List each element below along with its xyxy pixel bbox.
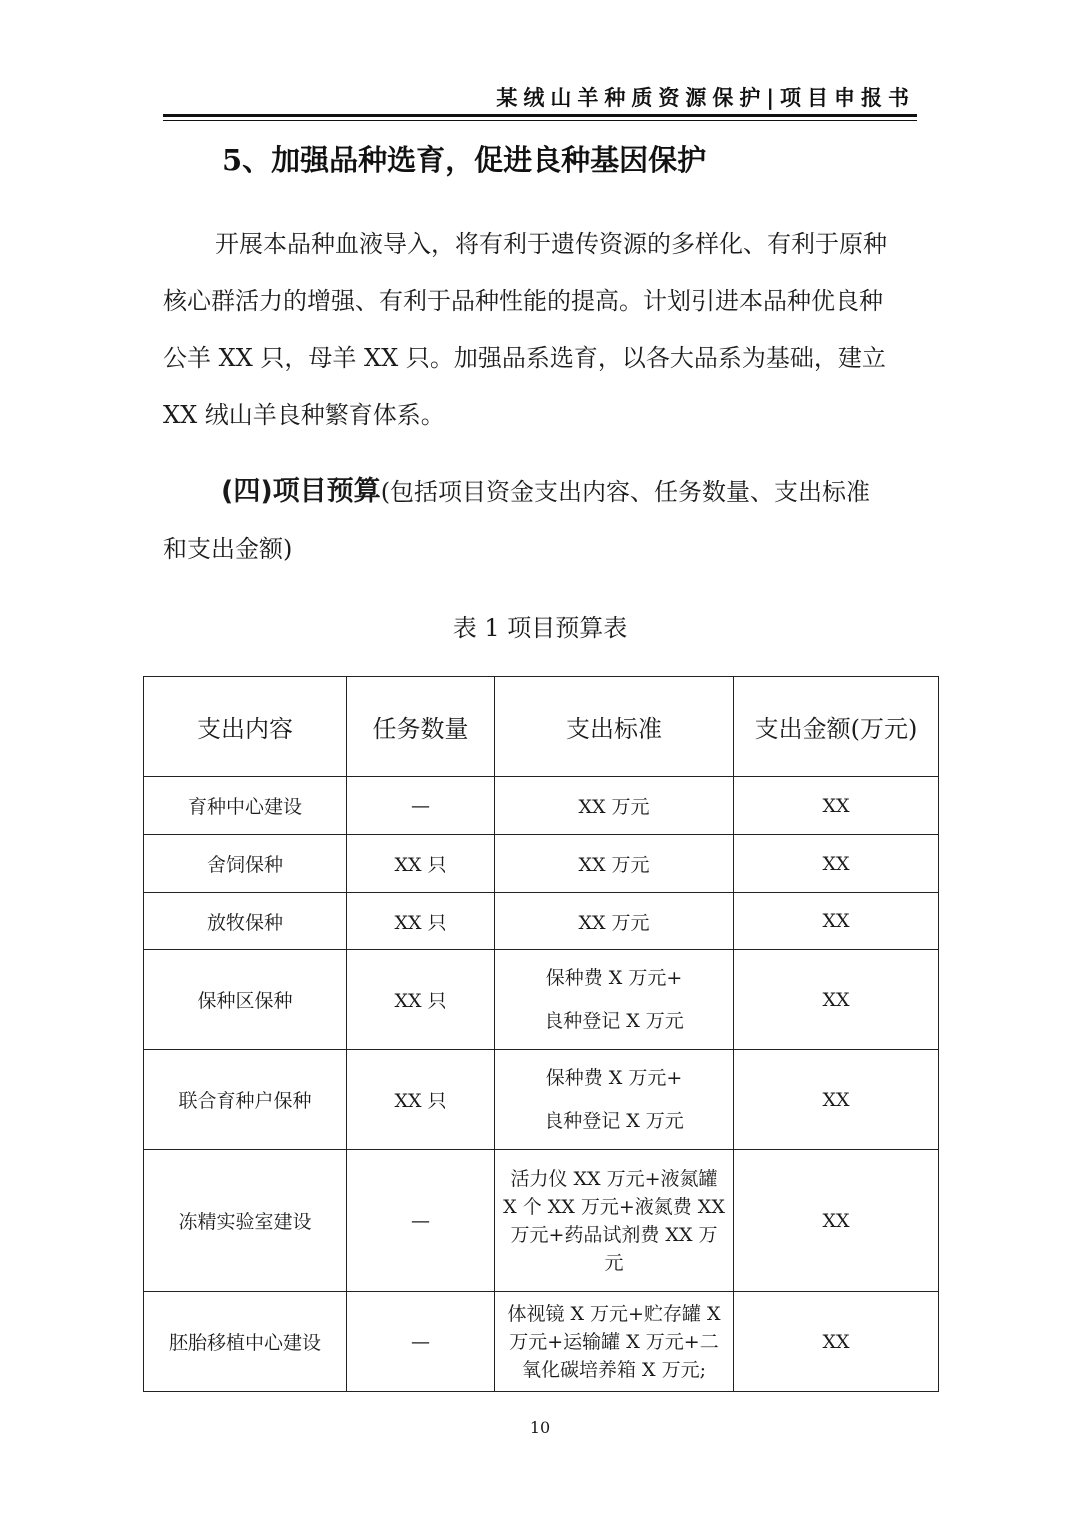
section-4-desc: (包括项目资金支出内容、任务数量、支出标准 [380, 478, 871, 506]
cell-qty: XX 只 [347, 835, 495, 893]
section-5-paragraph [163, 216, 923, 444]
cell-standard [495, 950, 734, 1050]
paragraph-line: XX 绒山羊良种繁育体系。 [163, 401, 445, 429]
table-row [144, 893, 939, 950]
standard-line: 万元+运输罐 X 万元+二 [509, 1330, 719, 1353]
cell-qty: XX 只 [347, 1050, 495, 1150]
standard-line: 氧化碳培养箱 X 万元; [521, 1358, 706, 1381]
table-row [144, 1292, 939, 1392]
section-4-desc-cont: 和支出金额) [163, 535, 293, 563]
standard-line: 万元+药品试剂费 XX 万 [510, 1223, 718, 1246]
col-header-item: 支出内容 [144, 677, 347, 777]
cell-item: 冻精实验室建设 [144, 1150, 347, 1292]
table-row [144, 835, 939, 893]
table-row [144, 1150, 939, 1292]
table-caption: 表 1 项目预算表 [452, 614, 628, 642]
cell-standard [495, 1150, 734, 1292]
cell-amount: XX [734, 950, 939, 1050]
section-4-title: (四)项目预算 [221, 476, 381, 507]
col-header-amount: 支出金额(万元) [734, 677, 939, 777]
standard-line: 保种费 X 万元+ [545, 1066, 683, 1089]
cell-qty: XX 只 [347, 950, 495, 1050]
page-header: 某绒山羊种质资源保护|项目申报书 [496, 86, 915, 110]
header-rule-thick [163, 114, 917, 117]
cell-standard: XX 万元 [495, 893, 734, 950]
cell-amount: XX [734, 835, 939, 893]
table-row [144, 950, 939, 1050]
cell-amount: XX [734, 1292, 939, 1392]
cell-item: 胚胎移植中心建设 [144, 1292, 347, 1392]
budget-table [143, 676, 939, 1392]
standard-line: X 个 XX 万元+液氮费 XX [503, 1195, 725, 1218]
standard-line: 良种登记 X 万元 [544, 1009, 684, 1032]
cell-amount: XX [734, 1150, 939, 1292]
cell-item: 放牧保种 [144, 893, 347, 950]
col-header-qty: 任务数量 [347, 677, 495, 777]
standard-line: 保种费 X 万元+ [545, 966, 683, 989]
cell-standard [495, 1050, 734, 1150]
cell-item: 育种中心建设 [144, 777, 347, 835]
section-4-heading [163, 463, 923, 578]
cell-amount: XX [734, 777, 939, 835]
cell-amount: XX [734, 893, 939, 950]
table-row [144, 777, 939, 835]
cell-standard [495, 1292, 734, 1392]
cell-qty: — [347, 777, 495, 835]
page-number: 10 [529, 1418, 551, 1437]
section-5-heading: 5、加强品种选育，促进良种基因保护 [222, 143, 707, 177]
header-rule-thin [163, 120, 917, 121]
standard-line: 良种登记 X 万元 [544, 1109, 684, 1132]
paragraph-line: 核心群活力的增强、有利于品种性能的提高。计划引进本品种优良种 [163, 287, 883, 315]
paragraph-line: 公羊 XX 只，母羊 XX 只。加强品系选育，以各大品系为基础，建立 [163, 344, 886, 372]
cell-item: 舍饲保种 [144, 835, 347, 893]
cell-qty: XX 只 [347, 893, 495, 950]
cell-qty: — [347, 1150, 495, 1292]
paragraph-line: 开展本品种血液导入，将有利于遗传资源的多样化、有利于原种 [215, 230, 887, 258]
cell-standard: XX 万元 [495, 777, 734, 835]
cell-item: 保种区保种 [144, 950, 347, 1050]
table-header-row [144, 677, 939, 777]
col-header-standard: 支出标准 [495, 677, 734, 777]
cell-qty: — [347, 1292, 495, 1392]
cell-standard: XX 万元 [495, 835, 734, 893]
standard-line: 活力仪 XX 万元+液氮罐 [510, 1167, 718, 1190]
cell-item: 联合育种户保种 [144, 1050, 347, 1150]
cell-amount: XX [734, 1050, 939, 1150]
table-row [144, 1050, 939, 1150]
standard-line: 体视镜 X 万元+贮存罐 X [507, 1302, 721, 1325]
standard-line: 元 [604, 1251, 624, 1274]
